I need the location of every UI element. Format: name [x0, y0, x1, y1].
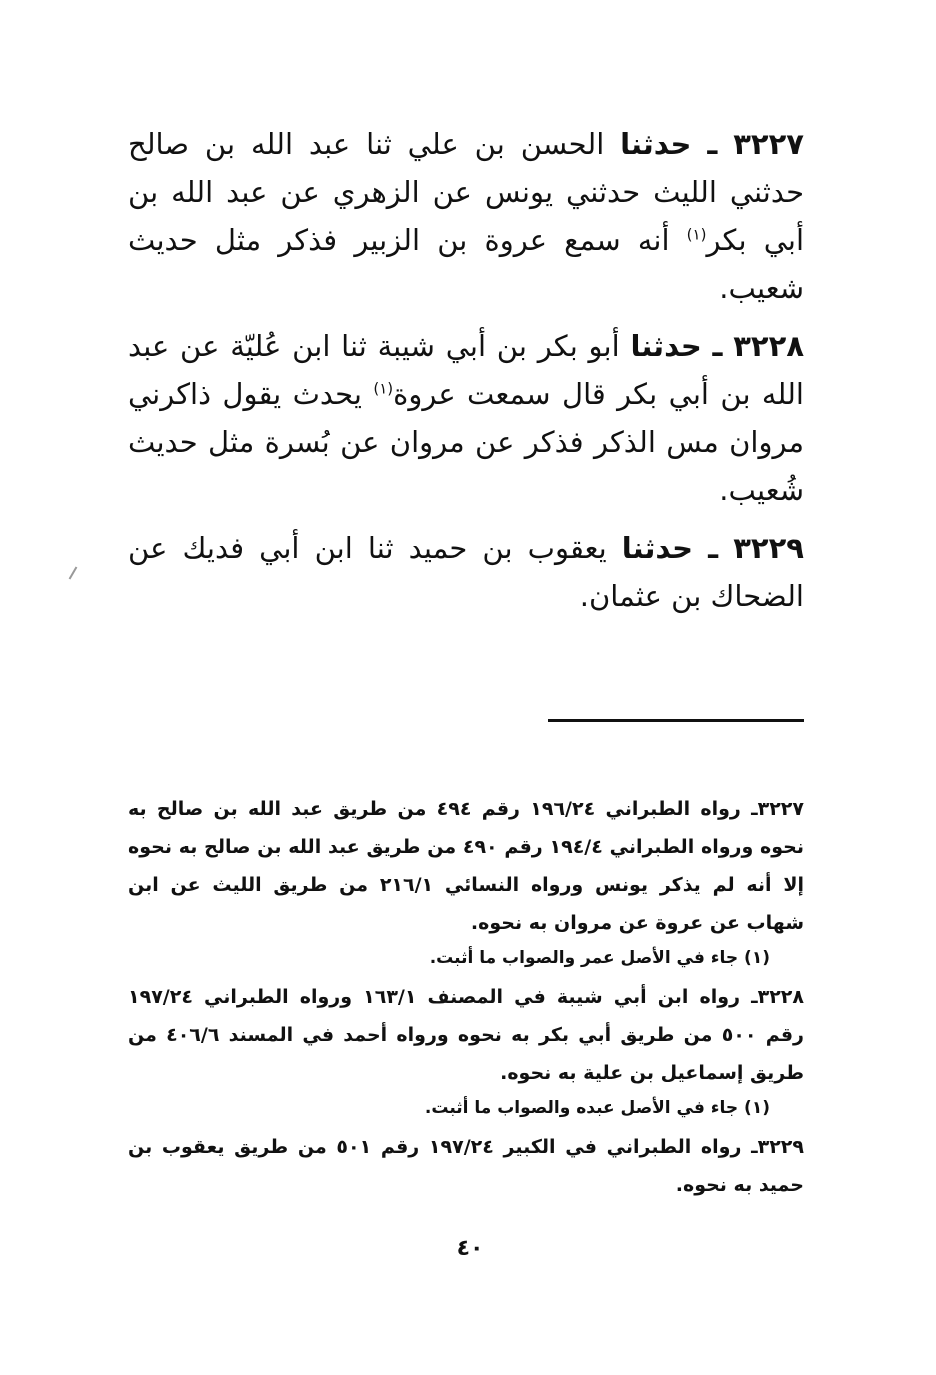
main-text [128, 120, 804, 630]
note-text: ٣٢٢٧ـ رواه الطبراني ١٩٦/٢٤ رقم ٤٩٤ من طريق عبد الله بن صالح به نحوه ورواه الطبراني ١٩٤/٤ رقم ٤٩٠ من طريق عبد الله بن صالح به نحوه إلا أنه لم يذكر يونس ورواه النسائي ٢١٦/١ من طريق الليث عن ابن شهاب عن عروة عن مروان به نحوه. [128, 798, 805, 934]
notes-section [128, 790, 804, 1208]
footnote: (١) جاء في الأصل عمر والصواب ما أثبت. [429, 948, 770, 968]
hadith-3228: ٣٢٢٨ ـ حدثنا أبو بكر بن أبي شيبة ثنا ابن عُليّة عن عبد الله بن أبي بكر قال سمعت عروة$^{(١)}$ يحدث يقول ذاكرني مروان مس الذكر فذكر عن مروان عن بُسرة مثل حديث شُعيب. [128, 329, 805, 507]
hadith-lead: حدثنا [620, 127, 692, 161]
note-text: ٣٢٢٨ـ رواه ابن أبي شيبة في المصنف ١٦٣/١ ورواه الطبراني ١٩٧/٢٤ رقم ٥٠٠ من طريق أبي بكر به نحوه ورواه أحمد في المسند ٤٠٦/٦ من طريق إسماعيل بن علية به نحوه. [128, 986, 804, 1084]
hadith-text: الحسن بن علي ثنا عبد الله بن صالح حدثني الليث حدثني يونس عن الزهري عن عبد الله بن أبي بكر [128, 127, 805, 257]
hadith-text: أبو بكر بن أبي شيبة ثنا ابن عُليّة عن عبد الله بن أبي بكر قال سمعت عروة [128, 329, 804, 411]
footnote: (١) جاء في الأصل عبده والصواب ما أثبت. [424, 1098, 770, 1118]
note-text: ٣٢٢٩ـ رواه الطبراني في الكبير ١٩٧/٢٤ رقم ٥٠١ من طريق يعقوب بن حميد به نحوه. [128, 1136, 804, 1196]
footnote-ref: (١) [373, 379, 394, 398]
footnote-ref: (١) [686, 225, 707, 244]
hadith-lead: حدثنا [630, 329, 702, 363]
note-3228 [128, 978, 804, 1124]
hadith-text-cont: يحدث يقول ذاكرني مروان مس الذكر فذكر عن مروان عن بُسرة مثل حديث شُعيب. [128, 377, 804, 507]
hadith-text: يعقوب بن حميد ثنا ابن أبي فديك عن الضحاك بن عثمان. [128, 531, 804, 613]
footnote-divider [548, 719, 804, 722]
note-3229 [128, 1128, 804, 1204]
hadith-number: ٣٢٢٧ [733, 127, 804, 161]
hadith-number: ٣٢٢٩ [733, 531, 805, 565]
page-number: ٤٠ [456, 1236, 484, 1261]
note-3227 [128, 790, 804, 974]
hadith-number: ٣٢٢٨ [733, 329, 805, 363]
hadith-3227: ٣٢٢٧ ـ حدثنا الحسن بن علي ثنا عبد الله بن صالح حدثني الليث حدثني يونس عن الزهري عن عبد الله بن أبي بكر$^{(١)}$ أنه سمع عروة بن الزبير فذكر مثل حديث شعيب. [128, 127, 805, 305]
hadith-text-cont: أنه سمع عروة بن الزبير فذكر مثل حديث شعيب. [128, 223, 804, 305]
hadith-lead: حدثنا [621, 531, 694, 565]
scan-speck [69, 566, 78, 579]
hadith-3229: ٣٢٢٩ ـ حدثنا يعقوب بن حميد ثنا ابن أبي فديك عن الضحاك بن عثمان. [128, 531, 805, 613]
